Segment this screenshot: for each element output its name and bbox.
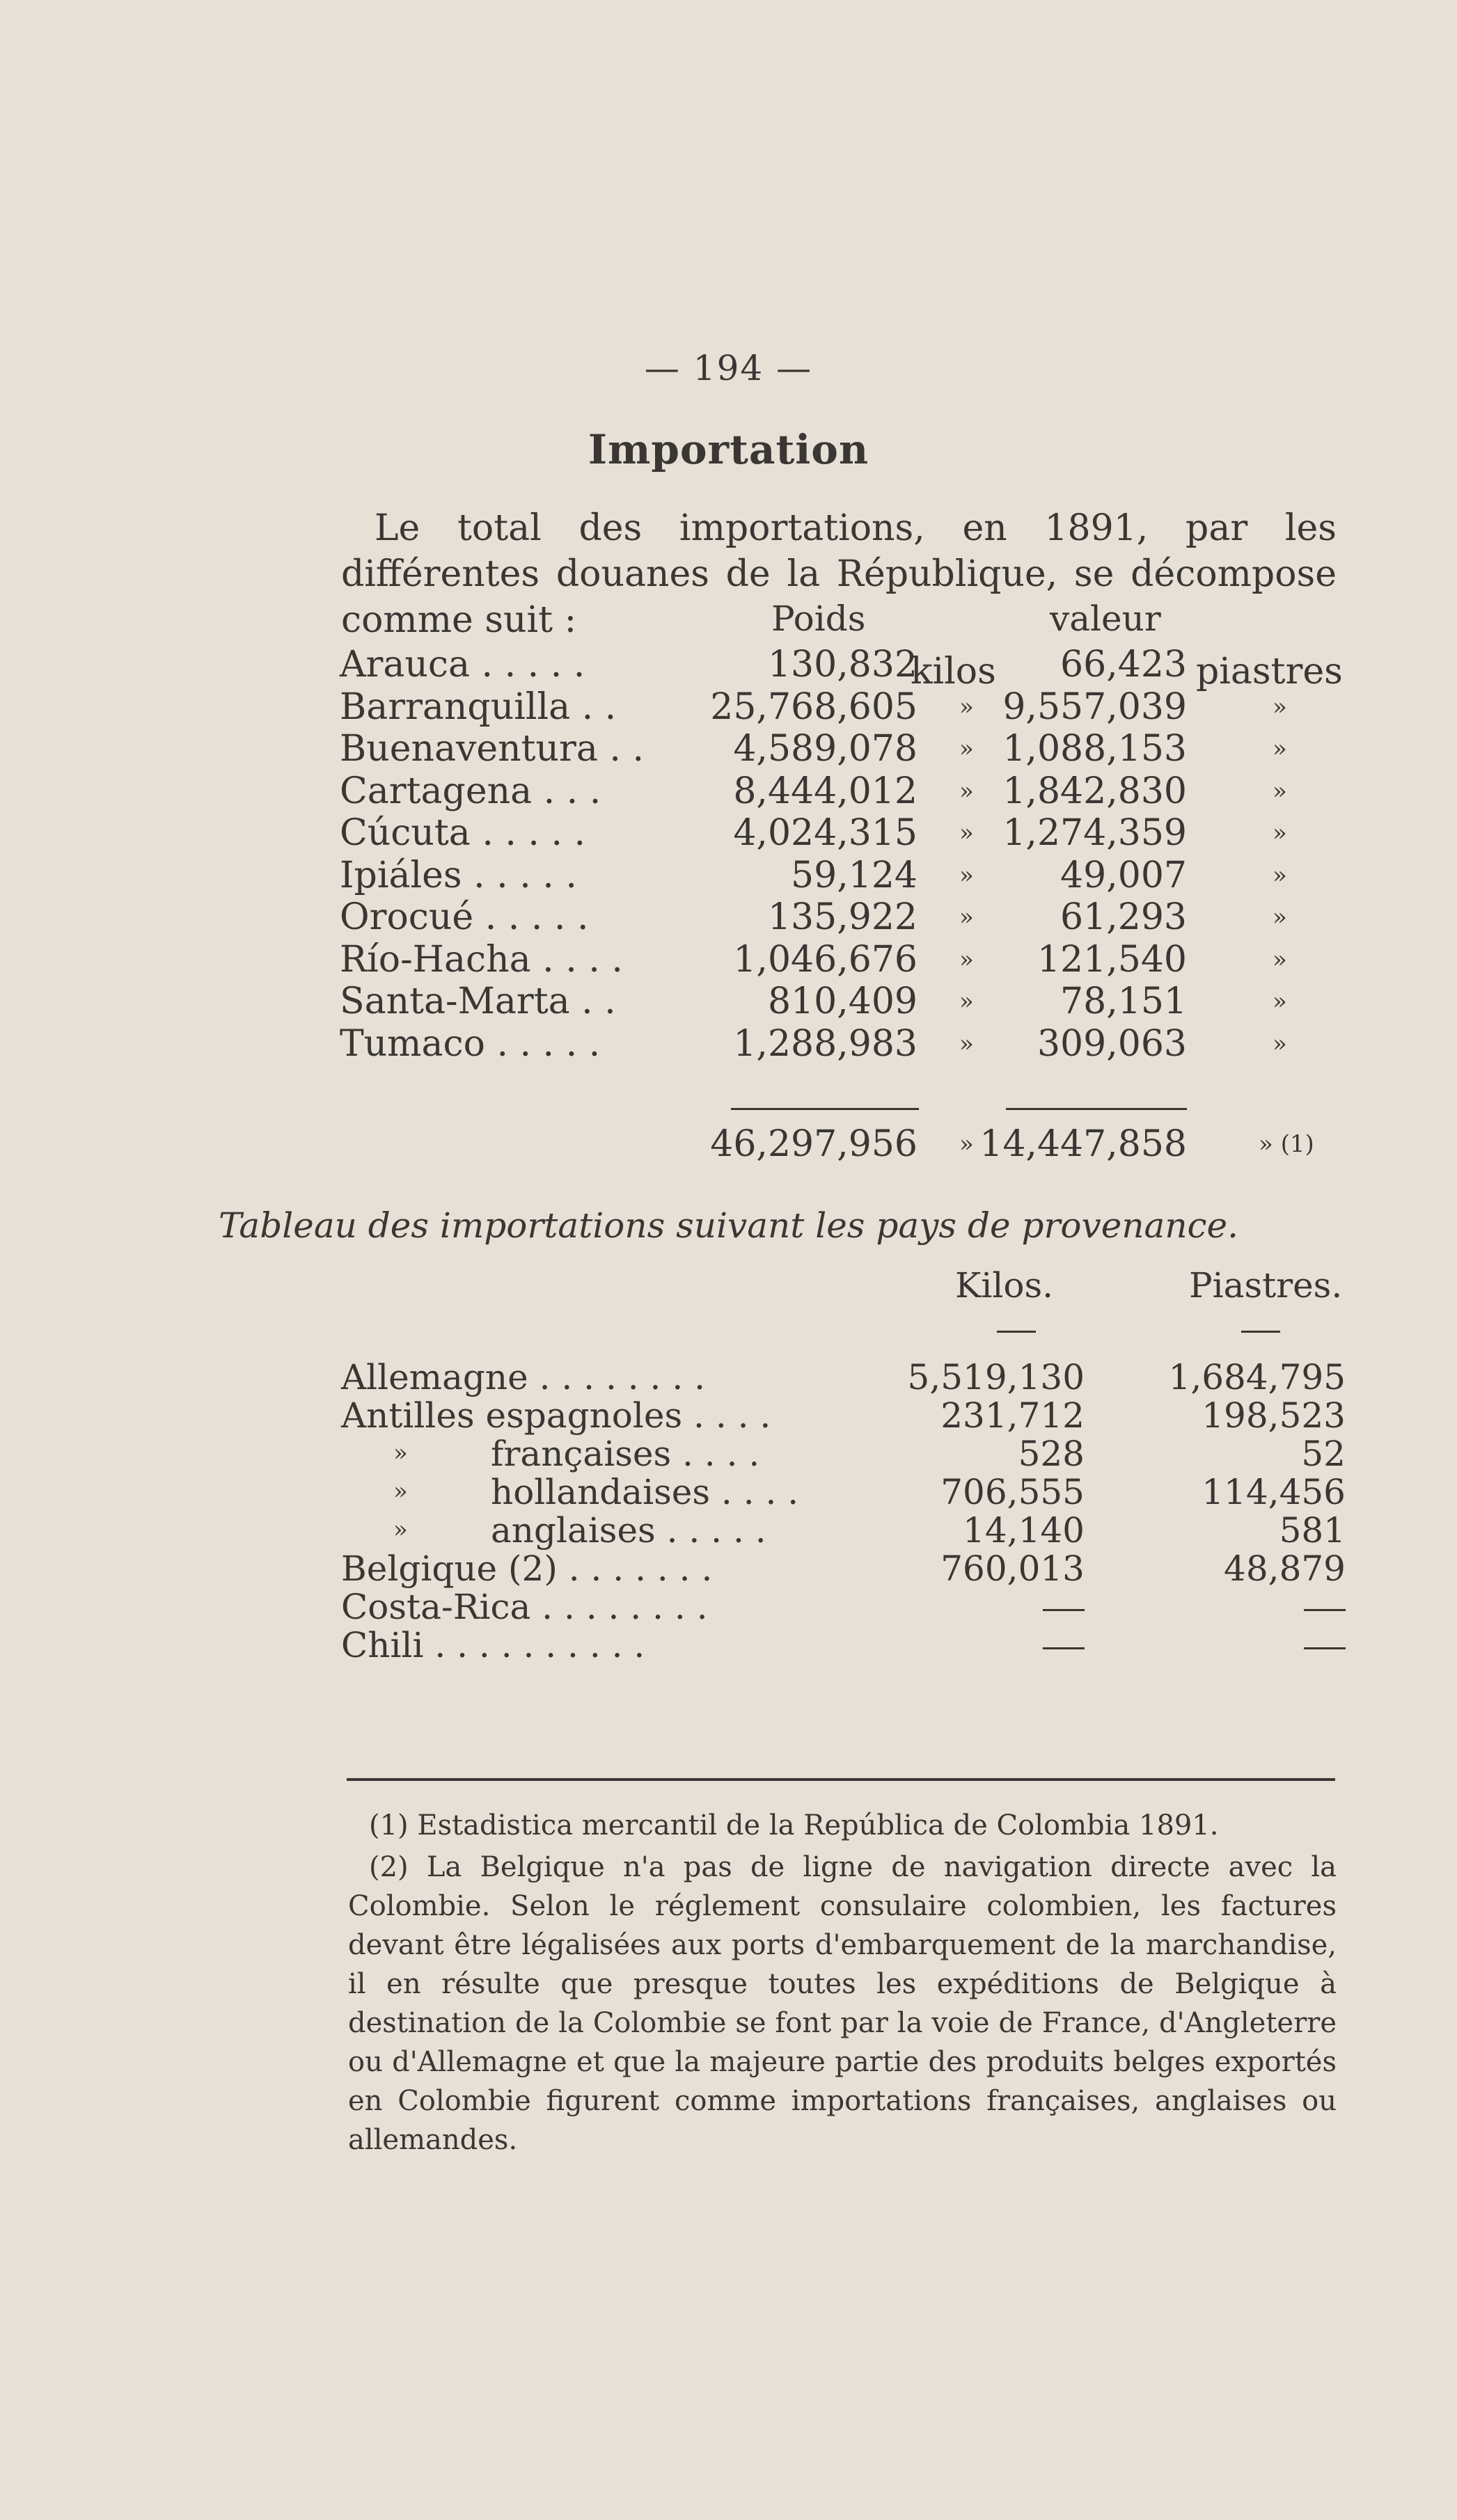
country-row — [0, 1587, 1457, 1630]
footnote-2: (2) La Belgique n'a pas de ligne de navigation directe avec la Colombie. Selon le réglement consulaire colombien, les factures devant être légalisées aux ports d'embarquement de la marchandise, il en résulte que presque toutes les expéditions de Belgique à destination de la Colombie se font par la voie de France, d'Angleterre ou d'Allemagne et que la majeure partie des produits belges exportés en Colombie figurent comme importations françaises, anglaises ou allemandes. — [348, 1851, 1337, 2156]
country-piastres: 48,879 — [1224, 1548, 1346, 1589]
customs-value: 66,423 — [1060, 644, 1187, 686]
customs-kilos: 130,832 — [767, 644, 917, 686]
customs-kilos: 135,922 — [767, 896, 917, 938]
customs-unit-value: » — [1273, 735, 1287, 763]
total-kilos: 46,297,956 — [710, 1123, 917, 1165]
customs-value: 61,293 — [1060, 896, 1187, 938]
customs-value: 121,540 — [1037, 938, 1187, 981]
country-piastres — [1304, 1625, 1346, 1665]
customs-value: 1,088,153 — [1002, 728, 1187, 770]
customs-value: 78,151 — [1060, 981, 1187, 1022]
country-name: anglaises . . . . . — [491, 1510, 766, 1551]
header-dash-piastres — [1241, 1331, 1280, 1333]
intro-paragraph: Le total des importations, en 1891, par les différentes douanes de la République, se décompose comme suit : — [341, 507, 1337, 641]
country-piastres: 1,684,795 — [1168, 1357, 1346, 1397]
customs-kilos: 25,768,605 — [710, 686, 917, 728]
country-row — [0, 1395, 1457, 1439]
header-piastres: Piastres. — [1189, 1265, 1343, 1306]
page-number: — 194 — — [644, 348, 813, 388]
customs-name: Arauca . . . . . — [340, 644, 585, 686]
country-row — [0, 1434, 1457, 1477]
country-piastres: 114,456 — [1202, 1472, 1346, 1512]
country-kilos: 528 — [1018, 1434, 1085, 1474]
country-row — [0, 1510, 1457, 1553]
customs-value: 9,557,039 — [1002, 686, 1187, 728]
customs-value: 309,063 — [1037, 1022, 1187, 1065]
customs-unit-kilos: » — [959, 988, 974, 1015]
customs-row — [0, 981, 1457, 1025]
customs-unit-value: » — [1273, 819, 1287, 847]
customs-kilos: 8,444,012 — [733, 770, 917, 812]
customs-total-row — [0, 1123, 1457, 1168]
country-kilos — [1043, 1587, 1085, 1627]
header-valeur: valeur — [1050, 599, 1161, 639]
header-dash-kilos — [997, 1331, 1036, 1333]
country-kilos: 760,013 — [940, 1548, 1085, 1589]
total-unit-kilos: » — [959, 1130, 974, 1158]
country-row — [0, 1625, 1457, 1668]
customs-name: Barranquilla . . — [340, 686, 617, 728]
customs-row — [0, 770, 1457, 815]
customs-kilos: 4,589,078 — [733, 728, 917, 770]
total-unit-value: » (1) — [1259, 1130, 1314, 1158]
customs-name: Cúcuta . . . . . — [340, 812, 586, 854]
customs-name: Buenaventura . . — [340, 728, 644, 770]
customs-unit-value: » — [1273, 945, 1287, 974]
customs-unit-kilos: » — [959, 1029, 974, 1058]
customs-unit-kilos: » — [959, 692, 974, 721]
customs-unit-kilos: » — [959, 945, 974, 974]
country-name: Allemagne . . . . . . . . — [341, 1357, 705, 1397]
country-kilos: 14,140 — [963, 1510, 1085, 1551]
country-table-title: Tableau des importations suivant les pays de provenance. — [218, 1205, 1239, 1246]
country-kilos: 231,712 — [940, 1395, 1085, 1436]
country-row — [0, 1357, 1457, 1400]
customs-unit-value: » — [1273, 692, 1287, 721]
customs-unit-value: » — [1273, 1029, 1287, 1058]
country-kilos: 5,519,130 — [907, 1357, 1085, 1397]
country-name: Chili . . . . . . . . . . — [341, 1625, 645, 1665]
customs-row — [0, 686, 1457, 731]
country-kilos: 706,555 — [940, 1472, 1085, 1512]
header-kilos: Kilos. — [955, 1265, 1053, 1306]
customs-unit-value: » — [1273, 861, 1287, 889]
customs-value: 1,842,830 — [1002, 770, 1187, 812]
ditto-mark: » — [393, 1516, 408, 1544]
customs-unit-value: » — [1273, 903, 1287, 931]
page-heading: Importation — [588, 426, 869, 473]
country-piastres — [1304, 1587, 1346, 1627]
customs-unit-kilos: » — [959, 861, 974, 889]
customs-row — [0, 812, 1457, 857]
customs-kilos: 59,124 — [791, 854, 917, 896]
customs-row — [0, 855, 1457, 899]
customs-kilos: 810,409 — [767, 981, 917, 1022]
country-name: Antilles espagnoles . . . . — [341, 1395, 771, 1436]
customs-unit-value: » — [1273, 988, 1287, 1015]
country-row — [0, 1548, 1457, 1592]
footnote-rule — [347, 1778, 1335, 1781]
customs-kilos: 1,046,676 — [733, 938, 917, 981]
country-row — [0, 1472, 1457, 1515]
customs-value: 1,274,359 — [1002, 812, 1187, 854]
customs-name: Ipiáles . . . . . — [340, 854, 577, 896]
customs-name: Santa-Marta . . — [340, 981, 616, 1022]
customs-name: Río-Hacha . . . . — [340, 938, 623, 981]
customs-unit-kilos: » — [959, 819, 974, 847]
country-name: hollandaises . . . . — [491, 1472, 799, 1512]
customs-row — [0, 728, 1457, 772]
customs-value: 49,007 — [1060, 854, 1187, 896]
country-name: françaises . . . . — [491, 1434, 760, 1474]
customs-unit-kilos: » — [959, 735, 974, 763]
empty-dash — [1304, 1609, 1346, 1611]
customs-row — [0, 896, 1457, 941]
customs-row — [0, 1023, 1457, 1068]
country-name: Costa-Rica . . . . . . . . — [341, 1587, 708, 1627]
country-piastres: 198,523 — [1202, 1395, 1346, 1436]
country-name: Belgique (2) . . . . . . . — [341, 1548, 713, 1589]
customs-kilos: 1,288,983 — [733, 1022, 917, 1065]
empty-dash — [1304, 1647, 1346, 1649]
customs-unit-kilos: kilos — [911, 651, 996, 692]
customs-unit-kilos: » — [959, 903, 974, 931]
total-rule-value — [1006, 1108, 1187, 1110]
empty-dash — [1043, 1609, 1085, 1611]
total-value: 14,447,858 — [979, 1123, 1187, 1165]
customs-row — [0, 939, 1457, 983]
footnote-1: (1) Estadistica mercantil de la República de Colombia 1891. — [369, 1809, 1219, 1841]
customs-row — [0, 644, 1457, 692]
customs-unit-value: piastres — [1196, 651, 1343, 692]
ditto-mark: » — [393, 1439, 408, 1467]
customs-name: Tumaco . . . . . — [340, 1022, 601, 1065]
header-poids: Poids — [771, 599, 866, 639]
country-piastres: 581 — [1279, 1510, 1346, 1551]
customs-kilos: 4,024,315 — [733, 812, 917, 854]
customs-name: Orocué . . . . . — [340, 896, 589, 938]
ditto-mark: » — [393, 1477, 408, 1505]
empty-dash — [1043, 1647, 1085, 1649]
customs-unit-value: » — [1273, 777, 1287, 805]
total-rule-kilos — [731, 1108, 919, 1110]
customs-name: Cartagena . . . — [340, 770, 601, 812]
country-piastres: 52 — [1301, 1434, 1346, 1474]
customs-unit-kilos: » — [959, 777, 974, 805]
country-kilos — [1043, 1625, 1085, 1665]
